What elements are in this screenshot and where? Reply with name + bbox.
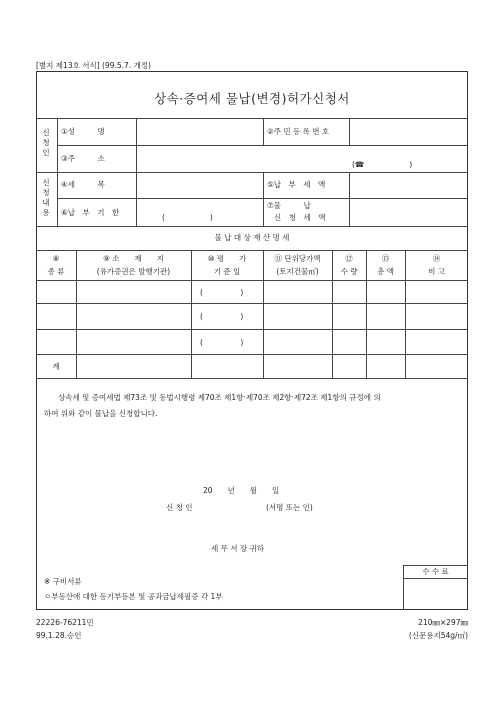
applicant-side-label: 신 청 인: [42, 128, 50, 157]
property-section-title: 물 납 대 상 재 산 명 세: [214, 233, 290, 242]
footer-code: 22226-76211민: [36, 618, 94, 627]
recipient: 세 무 서 장 귀하: [211, 544, 265, 553]
statement-line-2: 하여 위와 같이 물납을 신청합니다.: [44, 409, 158, 418]
header-kind-no: ⑧: [52, 254, 60, 263]
name-field[interactable]: [137, 119, 262, 144]
tax-item-field[interactable]: [137, 173, 262, 197]
header-remarks-no: ⑭: [432, 254, 441, 263]
inkind-amount-field[interactable]: [350, 199, 467, 225]
tax-amount-field[interactable]: [350, 173, 467, 197]
footer-size: 210㎜×297㎜: [418, 618, 468, 627]
total-row-label: 계: [52, 362, 60, 371]
tax-item-label: ④세 목: [61, 180, 105, 189]
header-quantity: 수 량: [340, 267, 358, 276]
footer-approved: 99.1.28.승인: [36, 631, 82, 640]
signer-sign-note: (서명 또는 인): [266, 503, 313, 512]
required-docs-item: ㅇ부동산에 대한 등기부등본 및 공과금납세필증 각 1부: [44, 592, 223, 601]
rrn-field[interactable]: [350, 119, 467, 144]
header-unit-price: ⑪ 단위당가액: [274, 254, 321, 263]
table-row[interactable]: [37, 281, 467, 302]
required-docs-title: ※ 구비서류: [44, 577, 82, 586]
header-valuation: ⑩ 평 가: [207, 254, 247, 263]
address-field[interactable]: [137, 146, 467, 171]
header-valuation-date: 기 준 일: [213, 267, 241, 276]
request-side-label: 신 청 내 용: [42, 178, 50, 217]
header-remarks: 비 고: [428, 267, 445, 276]
table-row[interactable]: [37, 304, 467, 328]
signer-label: 신 청 인: [166, 503, 193, 512]
inkind-amount-label-top: ⑦물 납: [267, 201, 311, 210]
inkind-amount-label-bottom: 신 청 세 액: [274, 213, 326, 222]
page-title: 상속·증여세 물납(변경)허가신청서: [154, 91, 350, 106]
table-row[interactable]: [37, 330, 467, 353]
name-label: ①성 명: [61, 127, 105, 136]
header-total-no: ⑬: [381, 254, 390, 263]
tax-amount-label: ⑤납 부 세 액: [267, 180, 326, 189]
header-location: ⑨ 소 재 지: [103, 254, 164, 263]
fee-field[interactable]: [404, 579, 467, 609]
form-number: [별지 제13호 서식] (99.5.7. 개정): [36, 61, 151, 70]
deadline-label: ⑥납 부 기 한: [61, 208, 120, 217]
deadline-field[interactable]: ( ): [162, 213, 213, 222]
valuation-date-cell[interactable]: ( ): [200, 288, 244, 297]
header-location-note: (유가증권은 발행기관): [96, 267, 171, 276]
header-unit-price-note: (토지건물㎡): [276, 267, 319, 276]
rrn-label: ②주 민 등 록 번 호: [267, 127, 330, 136]
phone-field: (☎ ): [352, 160, 413, 169]
fee-label: 수 수 료: [422, 567, 449, 576]
valuation-date-cell[interactable]: ( ): [200, 312, 244, 321]
footer-paper: (신문용지54g/㎡): [408, 631, 468, 640]
header-total: 총 액: [377, 267, 394, 276]
address-label: ③주 소: [61, 154, 105, 163]
date-line: 20 년 월 일: [203, 486, 280, 495]
statement-line-1: 상속세 및 증여세법 제73조 및 동법시행령 제70조 제1항·제70조 제2항·제72조 제1항의 규정에 의: [58, 393, 381, 402]
valuation-date-cell[interactable]: ( ): [200, 338, 244, 347]
header-quantity-no: ⑫: [345, 254, 353, 263]
header-kind: 종 류: [47, 267, 65, 276]
